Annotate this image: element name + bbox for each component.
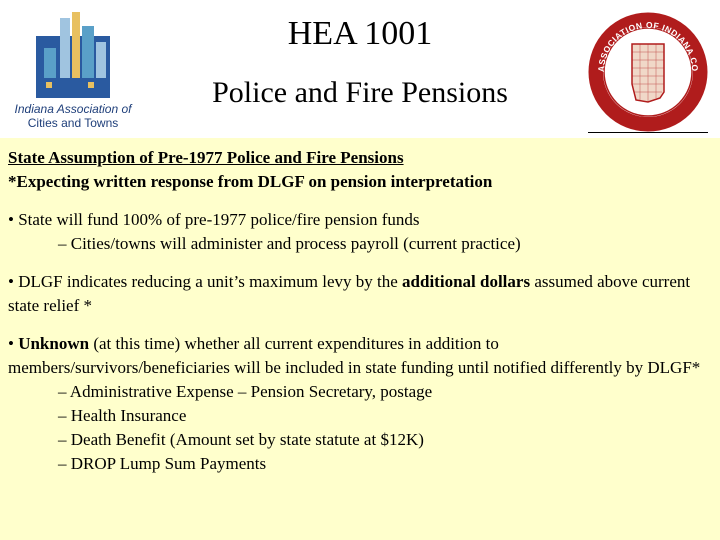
logo-underline [588, 132, 708, 133]
bullet-3-bold: Unknown [18, 334, 90, 353]
slide-subtitle: Police and Fire Pensions [212, 76, 508, 109]
city-buildings-icon [32, 8, 114, 98]
bullet-3-prefix: • [8, 334, 19, 353]
bullet-3-sub-item: – Administrative Expense – Pension Secretary, postage [58, 382, 433, 401]
slide-header [0, 0, 720, 138]
seal-text: ASSOCIATION OF INDIANA CO [595, 19, 701, 73]
section-note: *Expecting written response from DLGF on pension interpretation [8, 172, 493, 191]
bullet-3-sub-item: – DROP Lump Sum Payments [58, 454, 267, 473]
bullet-2 [8, 270, 712, 318]
slide-content [0, 138, 720, 540]
bullet-3 [8, 332, 712, 476]
iact-logo [8, 8, 138, 134]
bullet-2-bold: additional dollars [402, 272, 531, 291]
logo-text-line-1: Indiana Association of [14, 102, 132, 116]
bullet-3-sub-item: – Death Benefit (Amount set by state statute at $12K) [58, 430, 424, 449]
logo-text-line-2: Cities and Towns [27, 116, 119, 130]
slide-body [8, 146, 712, 476]
bullet-1 [8, 208, 712, 256]
section-heading: State Assumption of Pre-1977 Police and Fire Pensions [8, 148, 404, 167]
bullet-1-sub: – Cities/towns will administer and process payroll (current practice) [58, 234, 521, 253]
aic-seal-logo [588, 12, 708, 132]
bullet-3-text [8, 332, 712, 380]
bullet-2-suffix: assumed above current state relief * [8, 272, 691, 315]
bullet-2-prefix: • DLGF indicates reducing a unit’s maximum levy by the [8, 272, 403, 291]
bullet-3-suffix: (at this time) whether all current expenditures in addition to members/survivors/beneficiaries will be included in state funding until notified differently by DLGF* [8, 334, 701, 377]
bullet-3-sub-item: – Health Insurance [58, 406, 187, 425]
bullet-1-text: • State will fund 100% of pre-1977 police/fire pension funds [8, 210, 420, 229]
indiana-county-map-seal-icon [588, 12, 708, 132]
slide-title: HEA 1001 [287, 15, 433, 52]
